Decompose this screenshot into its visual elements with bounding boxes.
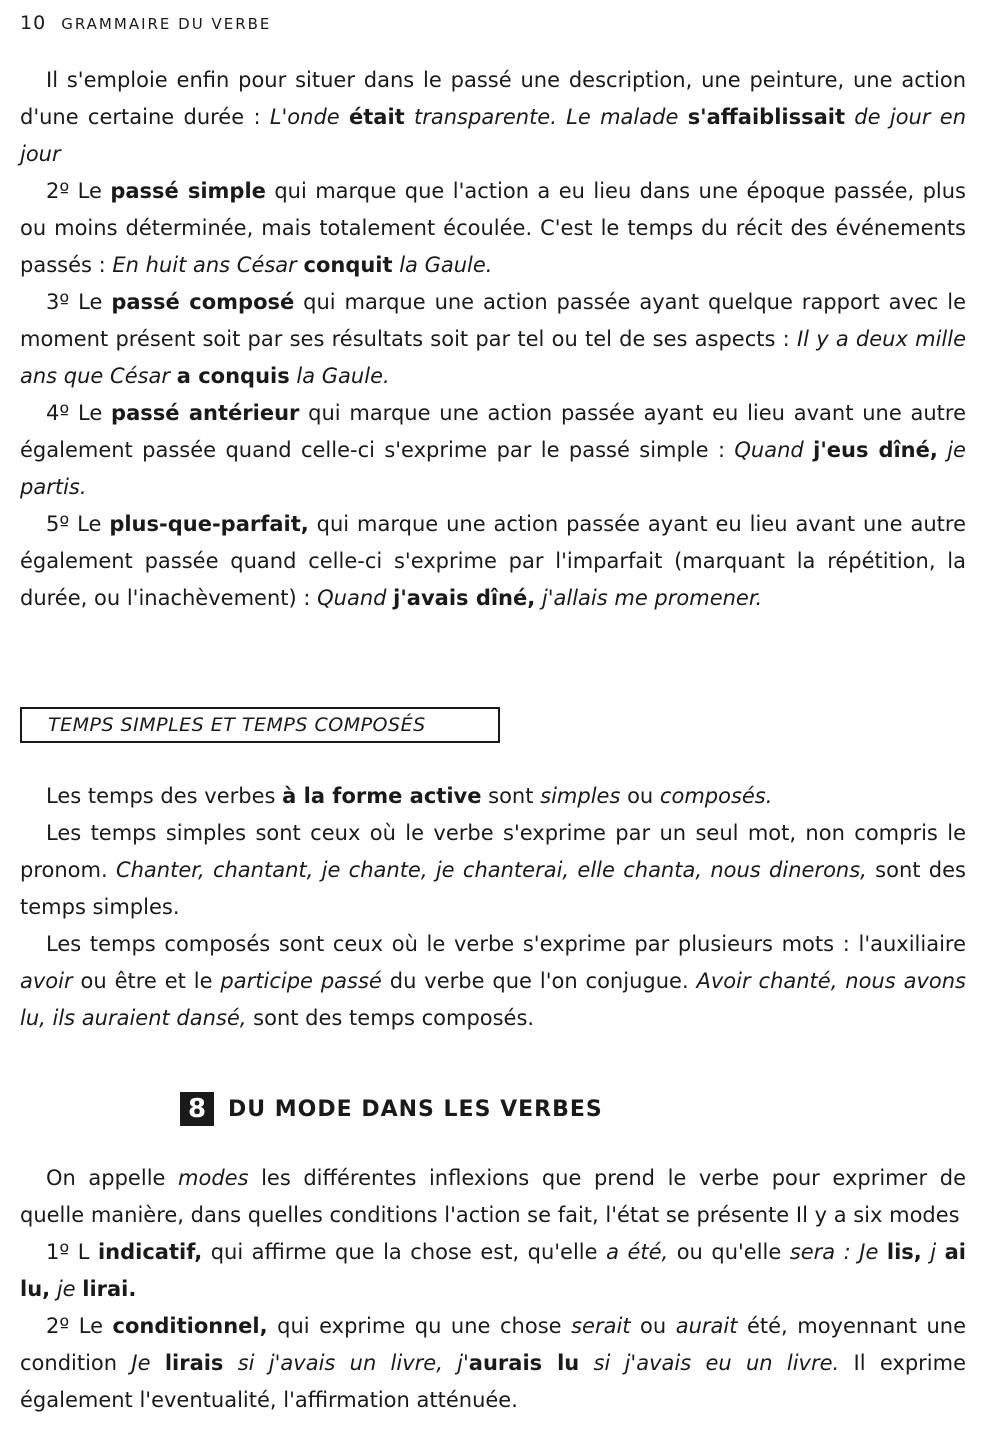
boxed-heading-temps: TEMPS SIMPLES ET TEMPS COMPOSÉS	[20, 707, 500, 743]
page-number: 10	[20, 12, 47, 34]
imparfait-section	[20, 62, 966, 617]
paragraph-passe-simple: 2º Le passé simple qui marque que l'action a eu lieu dans une époque passée, plus ou moins déterminée, mais totalement écoulée. C'est le temps du récit des événements passés : En huit ans César conquit la Gaule.	[20, 179, 966, 277]
paragraph-modes-intro: On appelle modes les différentes inflexions que prend le verbe pour exprimer de quelle manière, dans quelles conditions l'action se fait, l'état se présente Il y a six modes	[20, 1166, 966, 1227]
paragraph-plus-que-parfait: 5º Le plus-que-parfait, qui marque une action passée ayant eu lieu avant une autre également passée quand celle-ci s'exprime par l'imparfait (marquant la répétition, la durée, ou l'inachèvement) : Quand j'avais dîné, j'allais me promener.	[20, 512, 967, 610]
paragraph-imparfait-usage: Il s'emploie enfin pour situer dans le passé une description, une peinture, une action d'une certaine durée : L'onde était transparente. Le malade s'affaiblissait de jour en jour	[20, 68, 967, 166]
paragraph-temps-simples: Les temps simples sont ceux où le verbe s'exprime par un seul mot, non compris le pronom. Chanter, chantant, je chante, je chanterai, elle chanta, nous dinerons, sont des temps simples.	[20, 821, 966, 919]
paragraph-passe-anterieur: 4º Le passé antérieur qui marque une action passée ayant eu lieu avant une autre également passée quand celle-ci s'exprime par le passé simple : Quand j'eus dîné, je partis.	[20, 401, 966, 499]
section-heading	[180, 1091, 603, 1127]
paragraph-conditionnel: 2º Le conditionnel, qui exprime qu une chose serait ou aurait été, moyennant une condition Je lirais si j'avais un livre, j'aurais lu si j'avais eu un livre. Il exprime également l'eventualité, l'affirmation atténuée.	[20, 1314, 966, 1412]
temps-section	[20, 778, 966, 1037]
section-title: DU MODE DANS LES VERBES	[228, 1096, 603, 1122]
paragraph-temps-intro: Les temps des verbes à la forme active sont simples ou composés.	[46, 784, 773, 808]
running-title: GRAMMAIRE DU VERBE	[61, 15, 272, 33]
running-head	[20, 12, 271, 34]
paragraph-indicatif: 1º L indicatif, qui affirme que la chose est, qu'elle a été, ou qu'elle sera : Je lis, j ai lu, je lirai.	[20, 1240, 967, 1301]
mode-section	[20, 1160, 966, 1419]
paragraph-temps-composes: Les temps composés sont ceux où le verbe s'exprime par plusieurs mots : l'auxiliaire avoir ou être et le participe passé du verbe que l'on conjugue. Avoir chanté, nous avons lu, ils auraient dansé, sont des temps composés.	[20, 932, 966, 1030]
section-number-badge: 8	[180, 1092, 214, 1126]
paragraph-passe-compose: 3º Le passé composé qui marque une action passée ayant quelque rapport avec le moment présent soit par ses résultats soit par tel ou tel de ses aspects : Il y a deux mille ans que César a conquis la Gaule.	[20, 290, 967, 388]
